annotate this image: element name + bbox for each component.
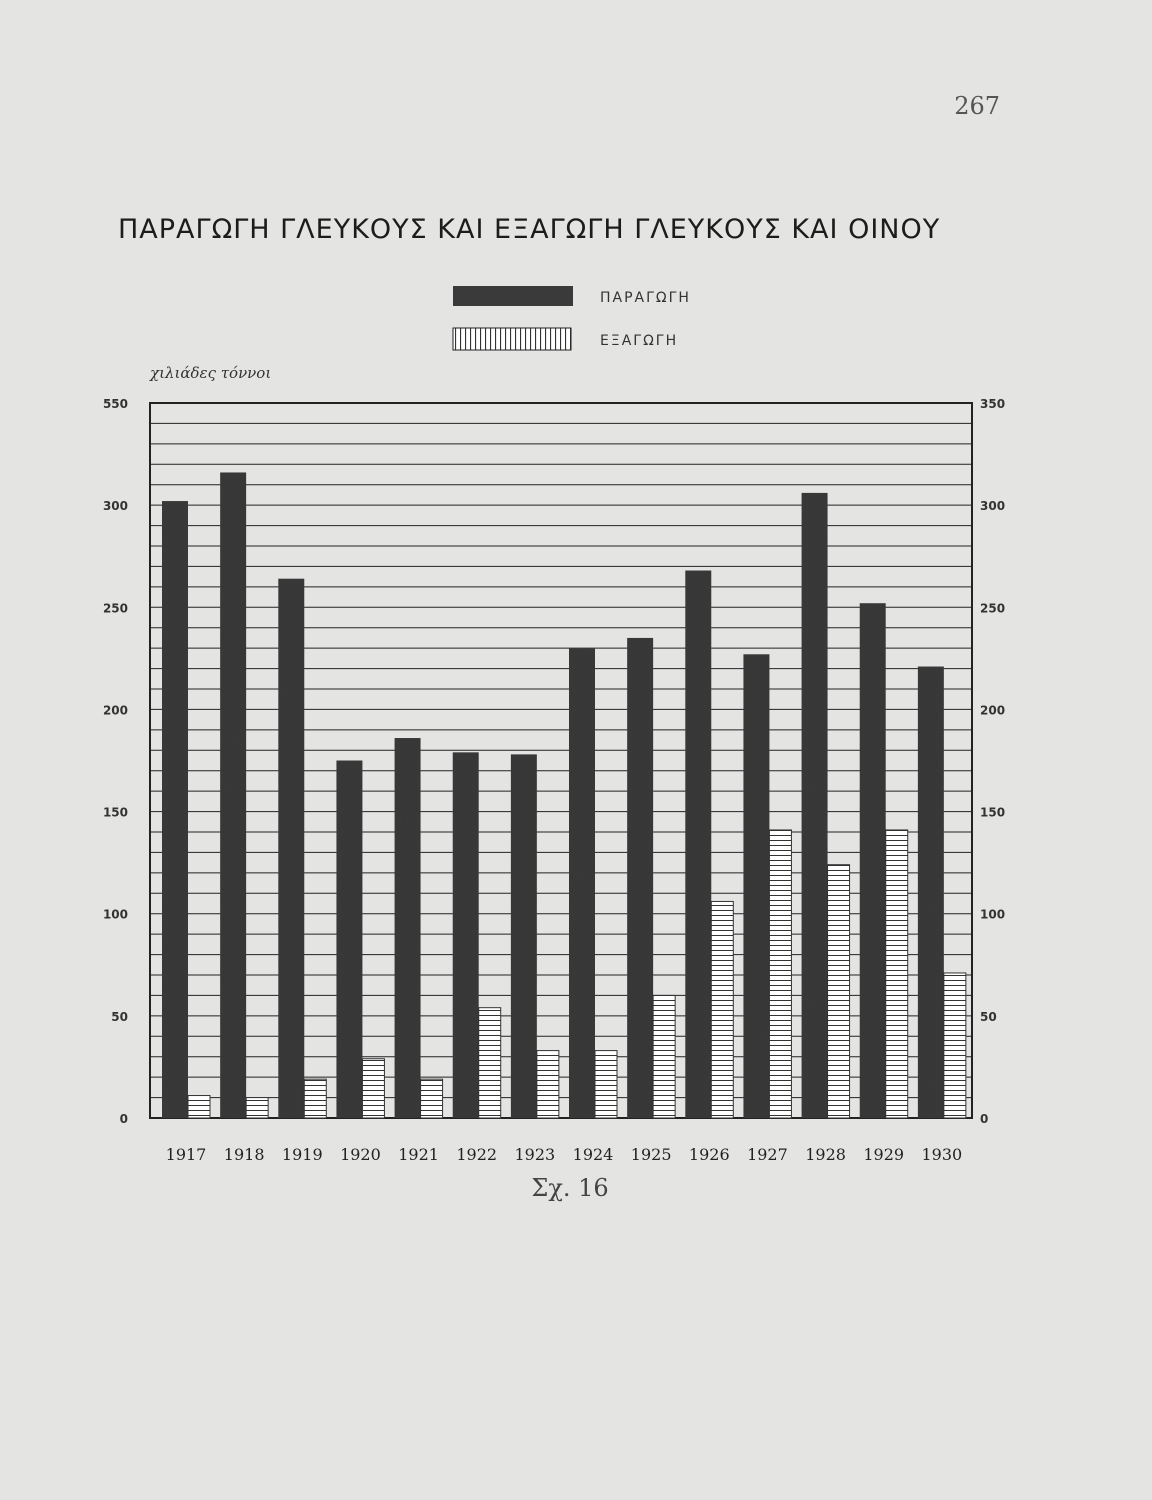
x-tick-label-1928: 1928 <box>805 1145 846 1164</box>
bar-production-1918 <box>220 472 246 1118</box>
y-tick-label-left: 50 <box>111 1009 128 1024</box>
bar-production-1919 <box>278 579 304 1118</box>
y-tick-label-right: 350 <box>980 397 1006 411</box>
bar-production-1923 <box>511 754 537 1118</box>
bar-export-1924 <box>595 1051 617 1118</box>
bar-production-1928 <box>802 493 828 1118</box>
y-tick-label-left: 0 <box>119 1112 128 1126</box>
page-number: 267 <box>954 92 1000 120</box>
bar-export-1917 <box>188 1096 210 1118</box>
bar-production-1917 <box>162 501 188 1118</box>
x-tick-label-1919: 1919 <box>281 1145 323 1164</box>
x-tick-label-1923: 1923 <box>514 1145 556 1164</box>
bar-export-1920 <box>362 1059 384 1118</box>
y-tick-label-right: 250 <box>980 601 1006 616</box>
y-tick-label-left: 250 <box>102 601 128 616</box>
y-tick-label-left: 200 <box>102 703 128 718</box>
x-tick-label-1918: 1918 <box>223 1145 265 1164</box>
bar-export-1923 <box>537 1051 559 1118</box>
bar-production-1927 <box>743 654 769 1118</box>
y-tick-label-left: 150 <box>102 805 128 820</box>
chart-title: ΠΑΡΑΓΩΓΗ ΓΛΕΥΚΟΥΣ ΚΑΙ ΕΞΑΓΩΓΗ ΓΛΕΥΚΟΥΣ ΚΑΙ ΟΙΝΟΥ <box>118 214 941 245</box>
bar-export-1925 <box>653 995 675 1118</box>
bar-export-1927 <box>769 830 791 1118</box>
bar-production-1930 <box>918 667 944 1118</box>
y-tick-label-right: 0 <box>980 1112 989 1126</box>
bar-export-1919 <box>304 1079 326 1118</box>
x-tick-label-1927: 1927 <box>747 1145 788 1164</box>
x-tick-label-1924: 1924 <box>572 1145 614 1164</box>
bar-export-1930 <box>944 973 966 1118</box>
x-tick-label-1925: 1925 <box>630 1145 672 1164</box>
bar-export-1918 <box>246 1098 268 1118</box>
plot-area <box>103 397 1005 1164</box>
y-tick-label-right: 50 <box>980 1009 997 1024</box>
y-tick-label-left: 300 <box>102 499 128 514</box>
x-tick-label-1920: 1920 <box>340 1145 381 1164</box>
bar-production-1925 <box>627 638 653 1118</box>
bar-export-1921 <box>421 1079 443 1118</box>
y-tick-label-left: 550 <box>102 397 128 411</box>
bar-production-1926 <box>685 571 711 1118</box>
bar-export-1928 <box>828 865 850 1118</box>
y-tick-label-right: 150 <box>980 805 1006 820</box>
y-tick-label-right: 200 <box>980 703 1006 718</box>
bar-production-1920 <box>336 761 362 1119</box>
bar-export-1926 <box>711 901 733 1118</box>
x-tick-label-1929: 1929 <box>863 1145 905 1164</box>
x-tick-label-1917: 1917 <box>165 1145 207 1164</box>
bar-export-1922 <box>479 1008 501 1118</box>
bar-production-1924 <box>569 648 595 1118</box>
legend-label-production: ΠΑΡΑΓΩΓΗ <box>600 290 691 306</box>
y-tick-label-right: 300 <box>980 499 1006 514</box>
x-tick-label-1921: 1921 <box>398 1145 439 1164</box>
bar-production-1922 <box>453 752 479 1118</box>
bar-production-1929 <box>860 603 886 1118</box>
legend-swatch-export <box>453 328 571 350</box>
figure-caption: Σχ. 16 <box>531 1174 609 1202</box>
bar-production-1921 <box>395 738 421 1118</box>
bar-export-1929 <box>886 830 908 1118</box>
y-tick-label-left: 100 <box>102 907 128 922</box>
x-tick-label-1922: 1922 <box>456 1145 498 1164</box>
x-tick-label-1930: 1930 <box>921 1145 963 1164</box>
legend-swatch-production <box>453 286 573 306</box>
y-axis-unit-label: χιλιάδες τόννοι <box>150 364 272 382</box>
y-tick-label-right: 100 <box>980 907 1006 922</box>
legend-label-export: ΕΞΑΓΩΓΗ <box>600 333 679 349</box>
x-tick-label-1926: 1926 <box>688 1145 730 1164</box>
